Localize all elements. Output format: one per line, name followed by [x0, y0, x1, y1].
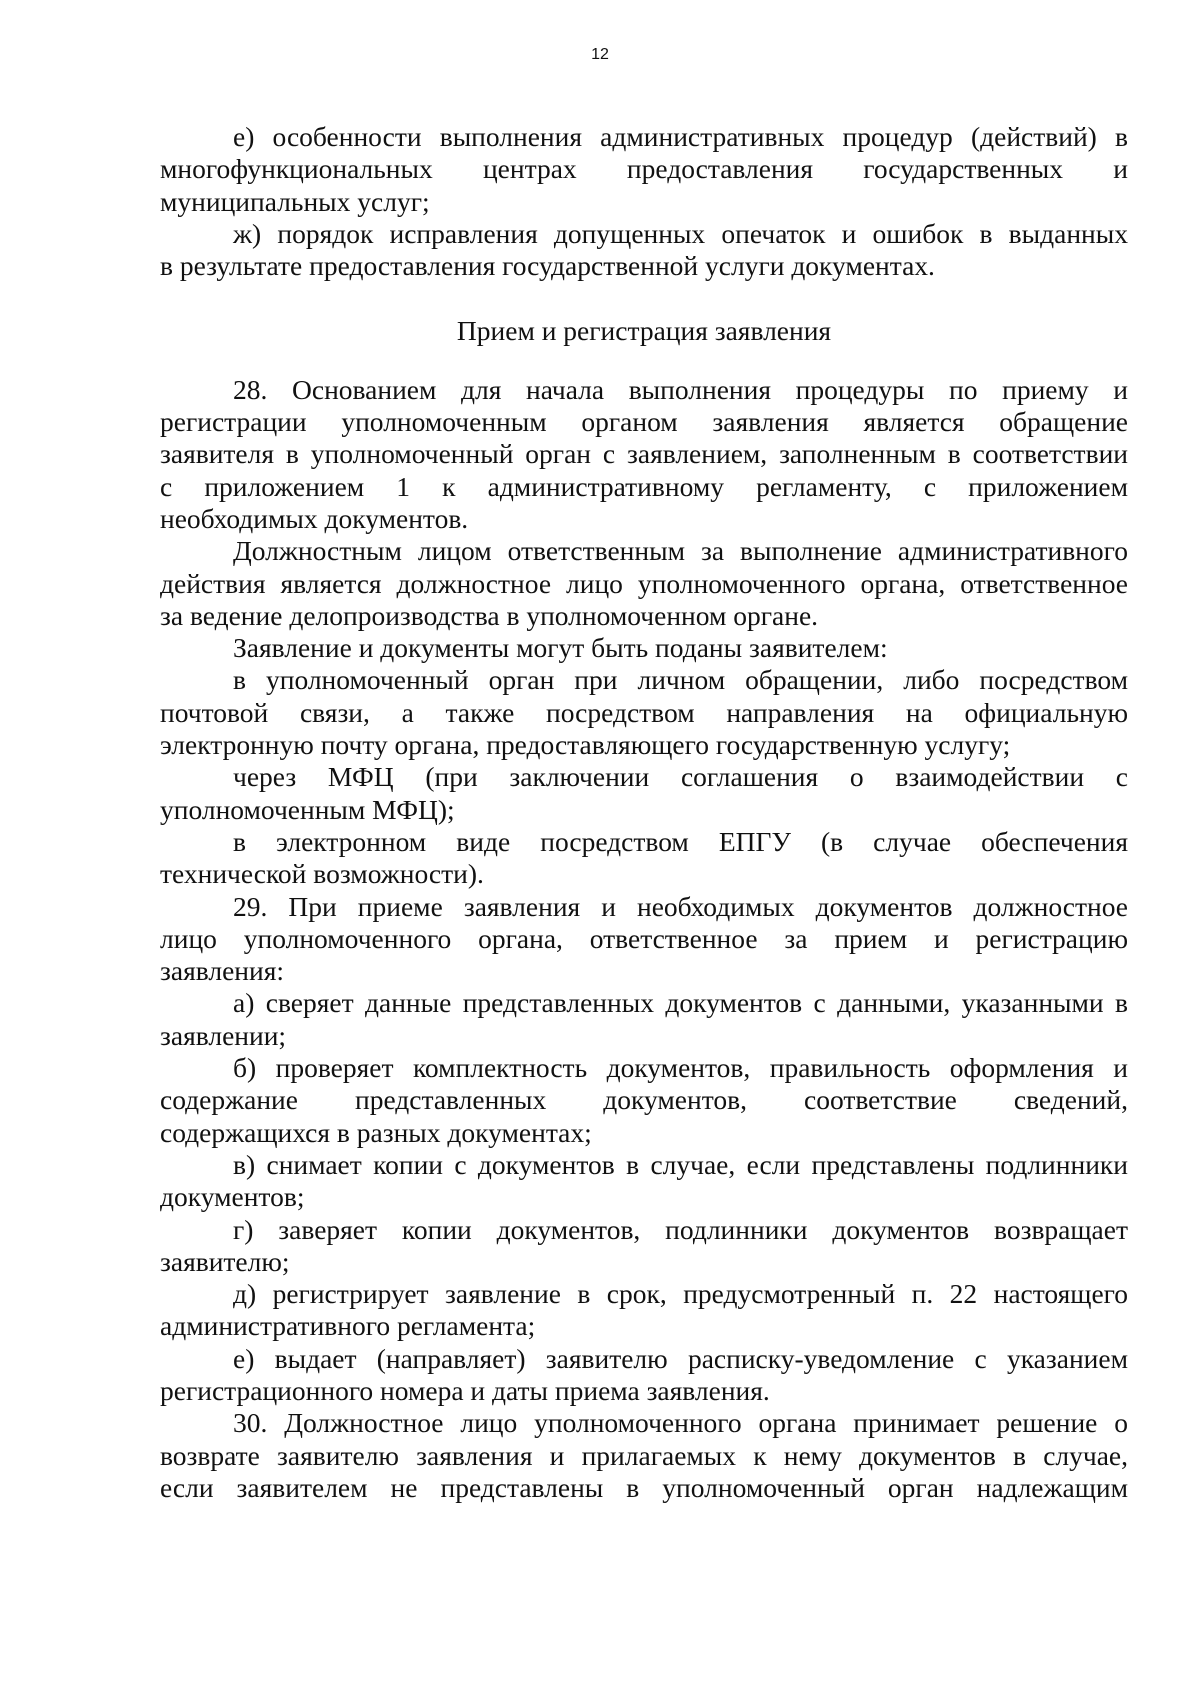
- text-line: в) снимает копии с документов в случае, если представлены подлинники: [233, 1148, 1128, 1180]
- text-line: через МФЦ (при заключении соглашения о взаимодействии с: [233, 761, 1128, 793]
- text-line: в уполномоченный орган при личном обращении, либо посредством: [233, 664, 1128, 696]
- text-line: е) особенности выполнения административных процедур (действий) в: [233, 121, 1128, 152]
- text-line: заявителю;: [160, 1245, 290, 1277]
- text-line: технической возможности).: [160, 858, 484, 890]
- items-list: [160, 121, 1128, 282]
- body-paragraph: [160, 1149, 1128, 1214]
- body-paragraph: [160, 1407, 1128, 1504]
- text-line: б) проверяет комплектность документов, правильность оформления и: [233, 1052, 1128, 1084]
- text-line: Должностным лицом ответственным за выполнение административного: [233, 535, 1128, 567]
- text-line: 29. При приеме заявления и необходимых документов должностное: [233, 890, 1128, 922]
- body-paragraph: [160, 1278, 1128, 1343]
- body-paragraph: [160, 374, 1128, 535]
- body-paragraph: [160, 1214, 1128, 1279]
- text-line: почтовой связи, а также посредством направления на официальную: [160, 696, 1128, 728]
- text-line: муниципальных услуг;: [160, 185, 430, 217]
- text-line: Заявление и документы могут быть поданы заявителем:: [233, 632, 888, 664]
- body-paragraph: [160, 826, 1128, 891]
- text-line: с приложением 1 к административному регламенту, с приложением: [160, 470, 1128, 502]
- text-line: действия является должностное лицо уполномоченного органа, ответственное: [160, 567, 1128, 599]
- section-body: [160, 374, 1128, 1504]
- text-line: регистрационного номера и даты приема заявления.: [160, 1374, 770, 1406]
- text-line: 30. Должностное лицо уполномоченного органа принимает решение о: [233, 1407, 1128, 1439]
- text-line: е) выдает (направляет) заявителю расписку-уведомление с указанием: [233, 1342, 1128, 1374]
- body-paragraph: [160, 1343, 1128, 1408]
- text-line: если заявителем не представлены в уполномоченный орган надлежащим: [160, 1471, 1128, 1503]
- text-line: документов;: [160, 1181, 305, 1213]
- text-line: заявления:: [160, 955, 284, 987]
- text-line: заявлении;: [160, 1019, 287, 1051]
- text-line: а) сверяет данные представленных документов с данными, указанными в: [233, 987, 1128, 1019]
- text-line: заявителя в уполномоченный орган с заявлением, заполненным в соответствии: [160, 438, 1128, 470]
- text-line: необходимых документов.: [160, 502, 469, 534]
- text-line: содержание представленных документов, соответствие сведений,: [160, 1084, 1128, 1116]
- text-line: лицо уполномоченного органа, ответственное за прием и регистрацию: [160, 922, 1128, 954]
- page-number: 12: [591, 46, 609, 63]
- text-line: возврате заявителю заявления и прилагаемых к нему документов в случае,: [160, 1439, 1128, 1471]
- text-line: уполномоченным МФЦ);: [160, 793, 455, 825]
- text-line: содержащихся в разных документах;: [160, 1116, 592, 1148]
- text-line: д) регистрирует заявление в срок, предусмотренный п. 22 настоящего: [233, 1278, 1128, 1310]
- text-line: ж) порядок исправления допущенных опечаток и ошибок в выданных: [233, 217, 1128, 249]
- body-paragraph: [160, 632, 1128, 664]
- body-paragraph: [160, 987, 1128, 1052]
- body-paragraph: [160, 535, 1128, 632]
- text-line: за ведение делопроизводства в уполномоченном органе.: [160, 599, 819, 631]
- text-line: административного регламента;: [160, 1310, 536, 1342]
- body-paragraph: [160, 664, 1128, 761]
- text-line: 28. Основанием для начала выполнения процедуры по приему и: [233, 373, 1128, 405]
- text-line: регистрации уполномоченным органом заявления является обращение: [160, 406, 1128, 438]
- text-line: многофункциональных центрах предоставления государственных и: [160, 153, 1128, 185]
- document-body: [160, 121, 1128, 1504]
- text-line: в результате предоставления государственной услуги документах.: [160, 250, 935, 282]
- body-paragraph: [160, 891, 1128, 988]
- body-paragraph: [160, 1052, 1128, 1149]
- body-paragraph: [160, 761, 1128, 826]
- text-line: в электронном виде посредством ЕПГУ (в случае обеспечения: [233, 825, 1128, 857]
- item-paragraph: [160, 121, 1128, 218]
- text-line: электронную почту органа, предоставляющего государственную услугу;: [160, 729, 1011, 761]
- section-heading: Прием и регистрация заявления: [456, 315, 832, 347]
- text-line: г) заверяет копии документов, подлинники документов возвращает: [233, 1213, 1128, 1245]
- item-paragraph: [160, 218, 1128, 283]
